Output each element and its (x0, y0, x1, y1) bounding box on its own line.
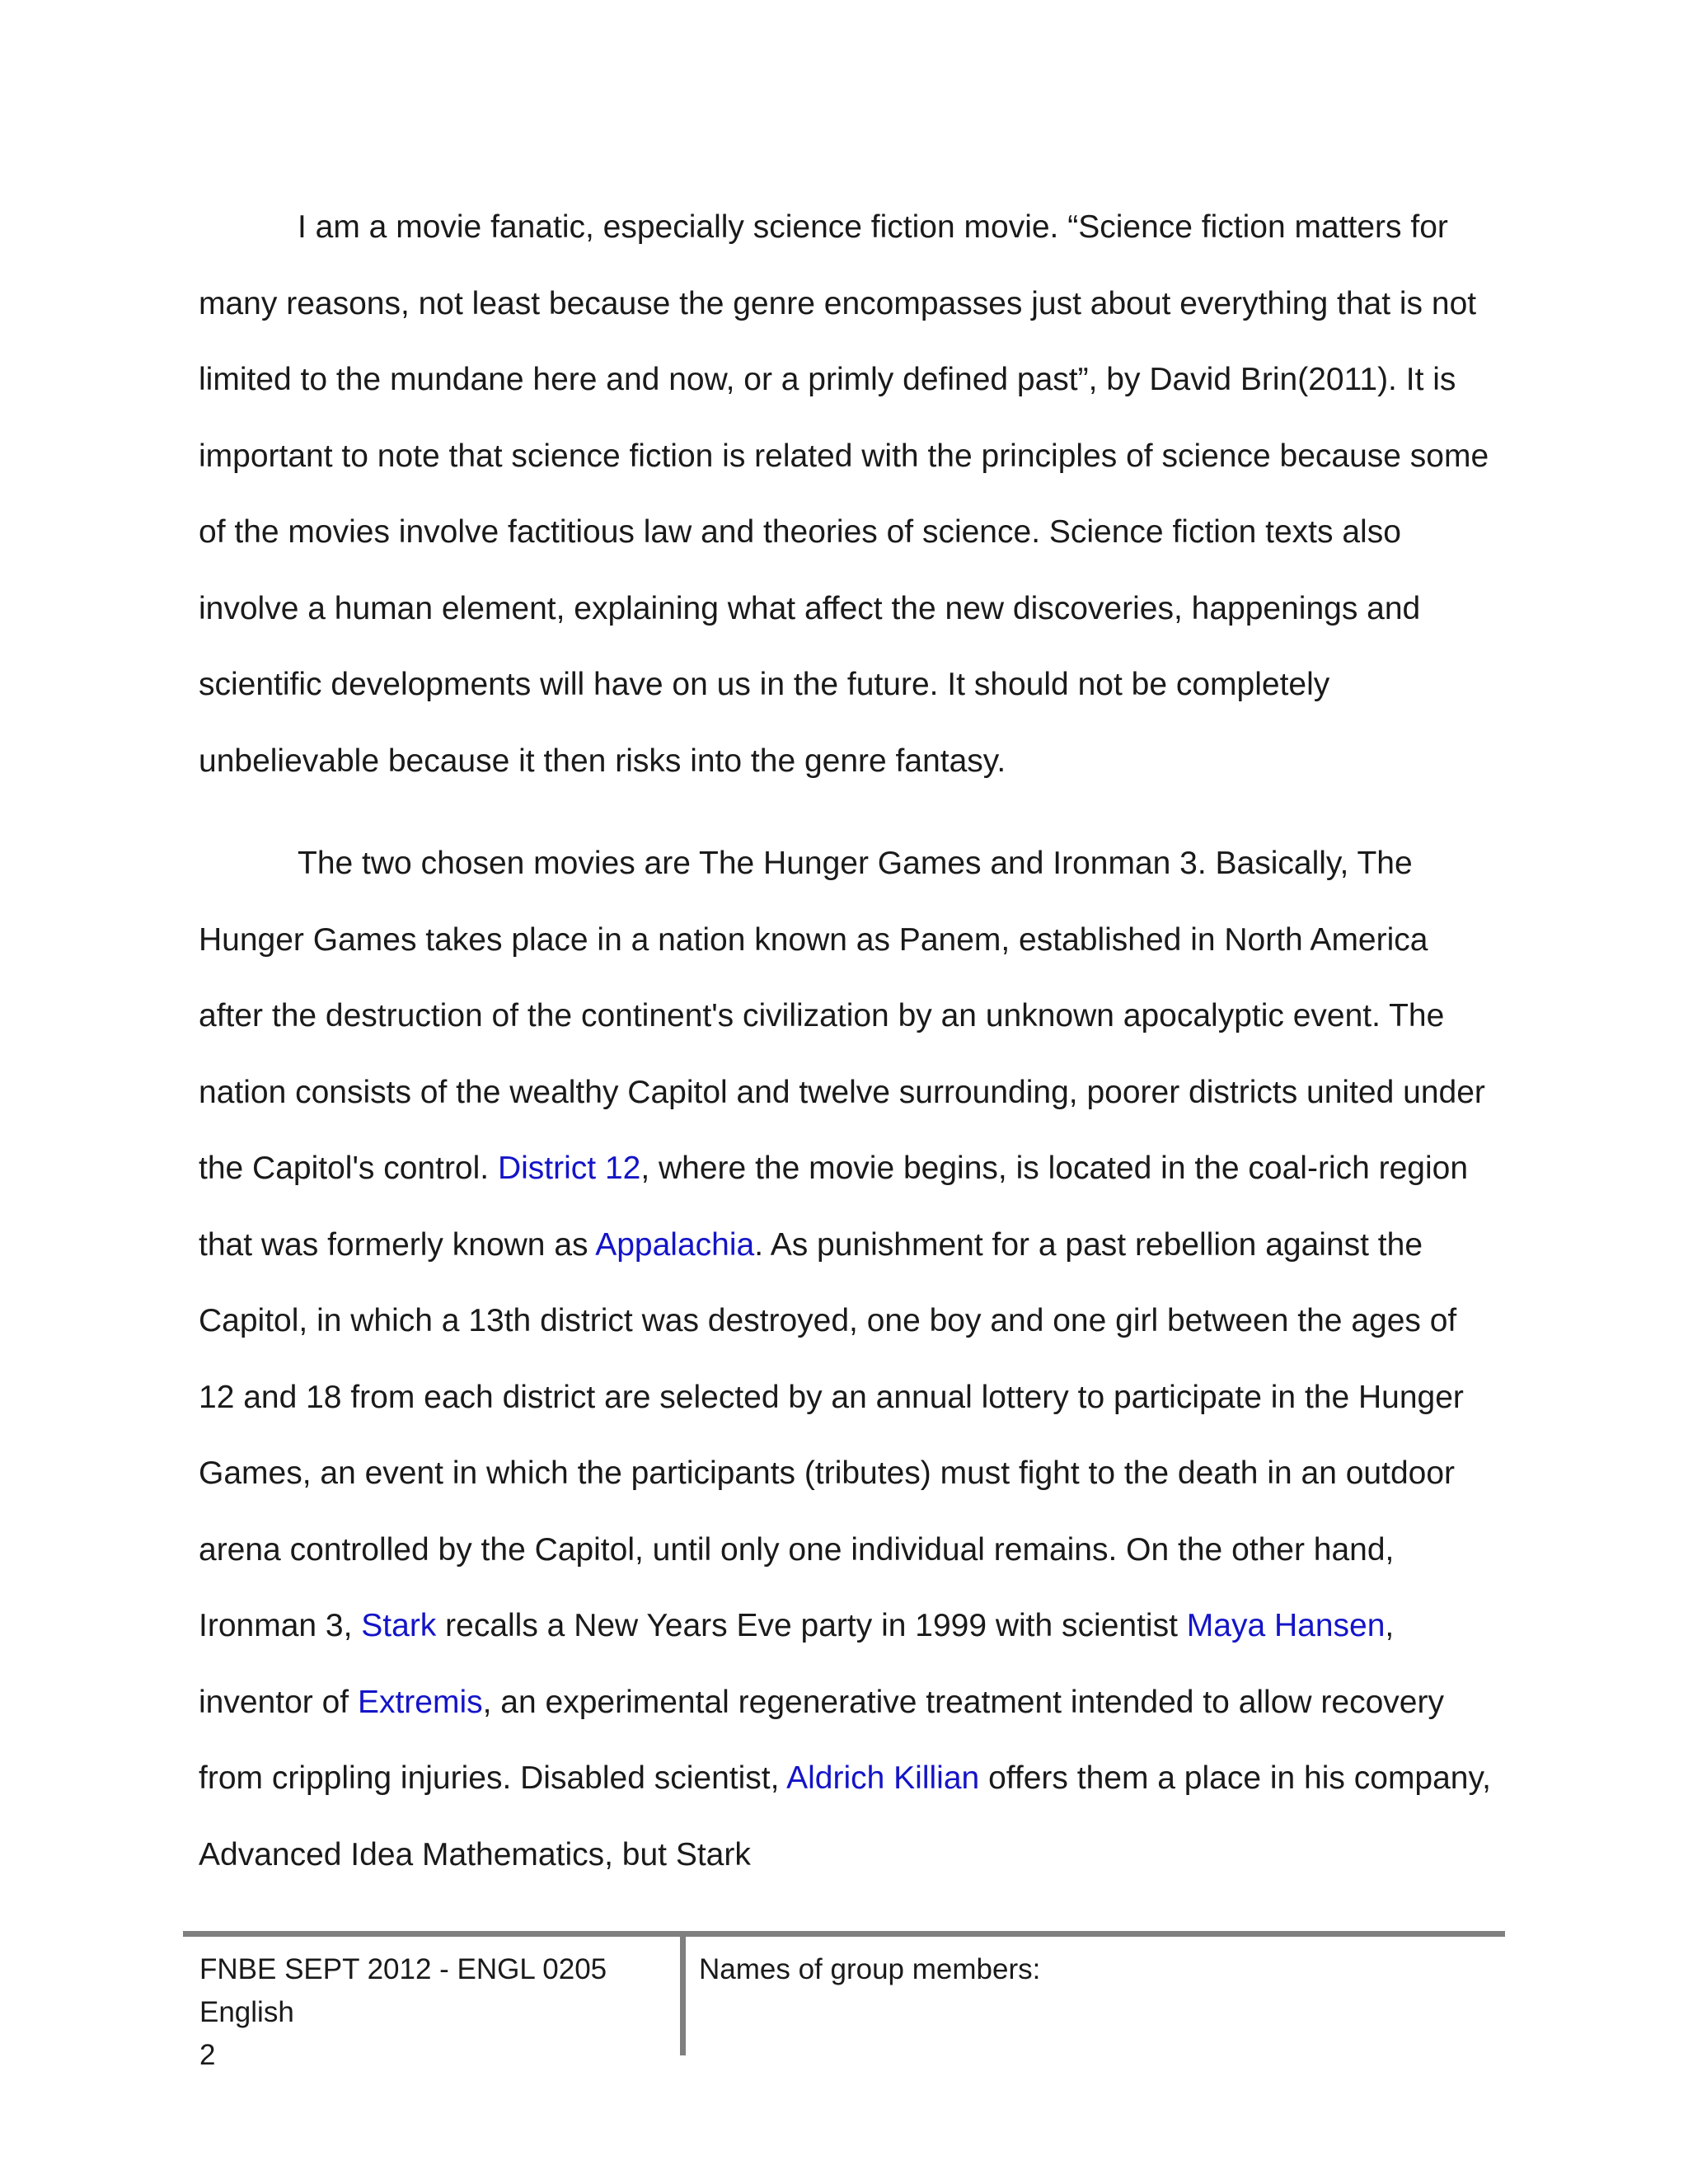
paragraph-1-segment: I am a movie fanatic, especially science fiction movie. “Science fiction matters for many reasons, not least because the genre encompasses just about everything that is not limited to the mundane here and now, or a primly defined past”, by David Brin(2011). It is important to note that science fiction is related with the principles of science because some of the movies involve factitious law and theories of science. Science fiction texts also involve a human element, explaining what affect the new discoveries, happenings and scientific developments will have on us in the future. It should not be completely unbelievable because it then risks into the genre fantasy. (199, 209, 1489, 779)
footer-course-info (199, 1948, 661, 2077)
footer-divider (680, 1937, 686, 2055)
footer-page-number: 2 (199, 2039, 216, 2071)
paragraph-2-segment: offers them a place in his company, Advanced Idea Mathematics, but Stark (199, 1760, 1491, 1872)
link-maya-hansen[interactable]: Maya Hansen (1186, 1608, 1386, 1643)
page-footer (183, 1931, 1505, 2071)
footer-course-label: FNBE SEPT 2012 - ENGL 0205 English (199, 1953, 607, 2028)
paragraph-1 (199, 190, 1501, 799)
body-text (199, 190, 1501, 1893)
paragraph-2 (199, 826, 1501, 1893)
paragraph-2-segment: . As punishment for a past rebellion against the Capitol, in which a 13th district was destroyed, one boy and one girl between the ages of 12 and 18 from each district are selected by an annual lottery to participate in the Hunger Games, an event in which the participants (tributes) must fight to the death in an outdoor arena controlled by the Capitol, until only one individual remains. On the other hand, Ironman 3, (199, 1226, 1464, 1643)
paragraph-2-segment: , inventor of (199, 1608, 1395, 1720)
paragraph-2-segment: recalls a New Years Eve party in 1999 with scientist (436, 1608, 1187, 1643)
footer-group-members (699, 1948, 1040, 1991)
paragraph-2-segment: , where the movie begins, is located in the coal-rich region that was formerly known as (199, 1151, 1469, 1263)
link-aldrich-killian[interactable]: Aldrich Killian (786, 1760, 980, 1796)
link-stark[interactable]: Stark (361, 1608, 437, 1643)
footer-group-members-label: Names of group members: (699, 1953, 1041, 1985)
link-district-12[interactable]: District 12 (497, 1151, 641, 1186)
paragraph-2-segment: The two chosen movies are The Hunger Games and Ironman 3. Basically, The Hunger Games takes place in a nation known as Panem, established in North America after the destruction of the continent's civilization by an unknown apocalyptic event. The nation consists of the wealthy Capitol and twelve surrounding, poorer districts united under the Capitol's control. (199, 846, 1485, 1186)
link-appalachia[interactable]: Appalachia (595, 1226, 755, 1263)
link-extremis[interactable]: Extremis (357, 1684, 483, 1720)
paragraph-2-segment: , an experimental regenerative treatment intended to allow recovery from crippling injuries. Disabled scientist, (199, 1684, 1444, 1796)
